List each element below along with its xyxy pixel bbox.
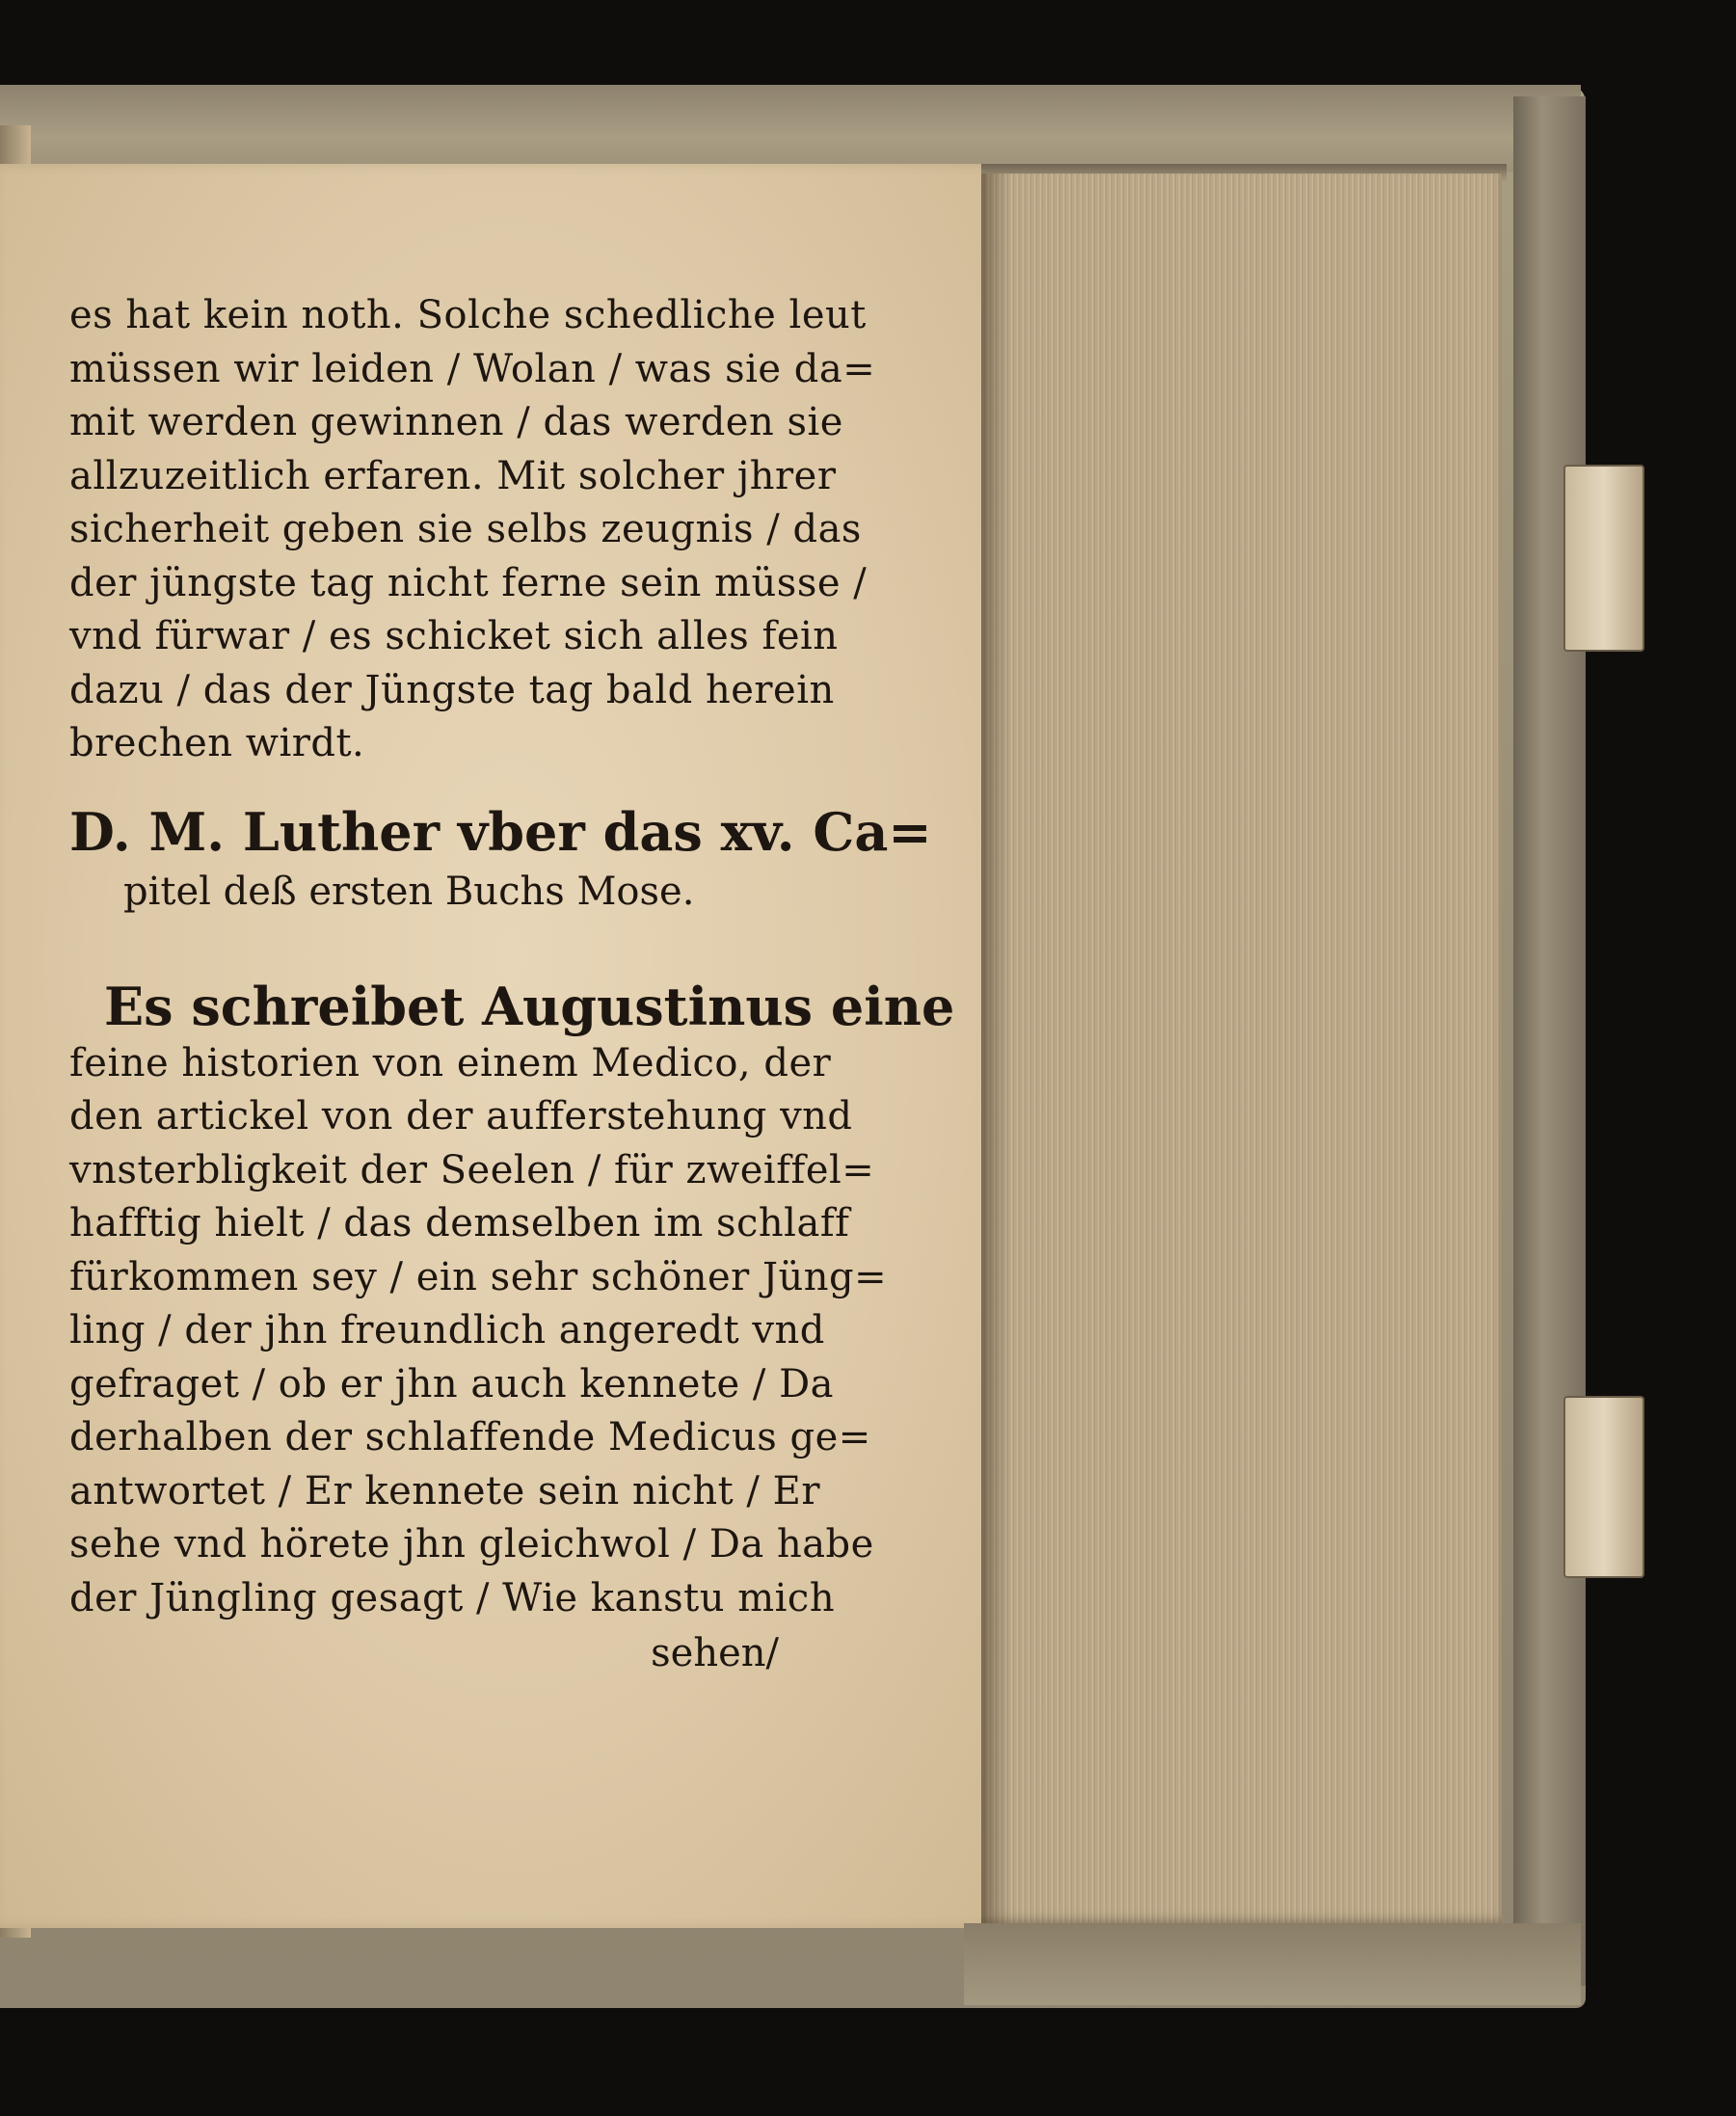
text-line: den artickel von der aufferstehung vnd (69, 1094, 853, 1138)
text-line: derhalben der schlaffende Medicus ge= (69, 1415, 871, 1460)
text-line: sicherheit geben sie selbs zeugnis / das (69, 507, 862, 551)
cover-edge (1513, 96, 1586, 1986)
top-paragraph (69, 289, 876, 771)
text-line: vnd fürwar / es schicket sich alles fein (69, 614, 839, 658)
text-line: mit werden gewinnen / das werden sie (69, 400, 843, 444)
text-line: vnsterbligkeit der Seelen / für zweiffel= (69, 1147, 875, 1192)
page-text (69, 289, 955, 1681)
text-line: brechen wirdt. (69, 721, 365, 765)
body-paragraph (69, 1037, 888, 1626)
text-line: müssen wir leiden / Wolan / was sie da= (69, 346, 876, 391)
text-line: allzuzeitlich erfaren. Mit solcher jhrer (69, 453, 837, 498)
text-line: fürkommen sey / ein sehr schöner Jüng= (69, 1254, 888, 1299)
text-line: dazu / das der Jüngste tag bald herein (69, 667, 835, 712)
text-line: der Jüngling gesagt / Wie kanstu mich (69, 1575, 836, 1620)
clasp-top (1563, 465, 1644, 652)
text-line: ling / der jhn freundlich angeredt vnd (69, 1308, 825, 1353)
section-heading: D. M. Luther vber das xv. Ca= (69, 800, 932, 863)
cover-top-fold (0, 85, 1581, 172)
fore-edge-shadow (981, 174, 1010, 1928)
text-line: sehe vnd hörete jhn gleichwol / Da habe (69, 1522, 874, 1567)
text-line: gefraget / ob er jhn auch kennete / Da (69, 1361, 835, 1406)
page-fore-edge (981, 174, 1502, 1928)
cover-bottom-fold (964, 1923, 1581, 2005)
text-line: es hat kein noth. Solche schedliche leut (69, 293, 867, 337)
text-line: hafftig hielt / das demselben im schlaff (69, 1201, 850, 1245)
text-line: der jüngste tag nicht ferne sein müsse / (69, 560, 868, 605)
body-first-line: Es schreibet Augustinus eine (104, 975, 955, 1037)
text-line: antwortet / Er kennete sein nicht / Er (69, 1468, 820, 1513)
catchword: sehen/ (651, 1631, 779, 1675)
clasp-bottom (1563, 1396, 1644, 1578)
section-heading-continued: pitel deß ersten Buchs Mose. (123, 869, 695, 914)
text-line: feine historien von einem Medico, der (69, 1040, 832, 1085)
